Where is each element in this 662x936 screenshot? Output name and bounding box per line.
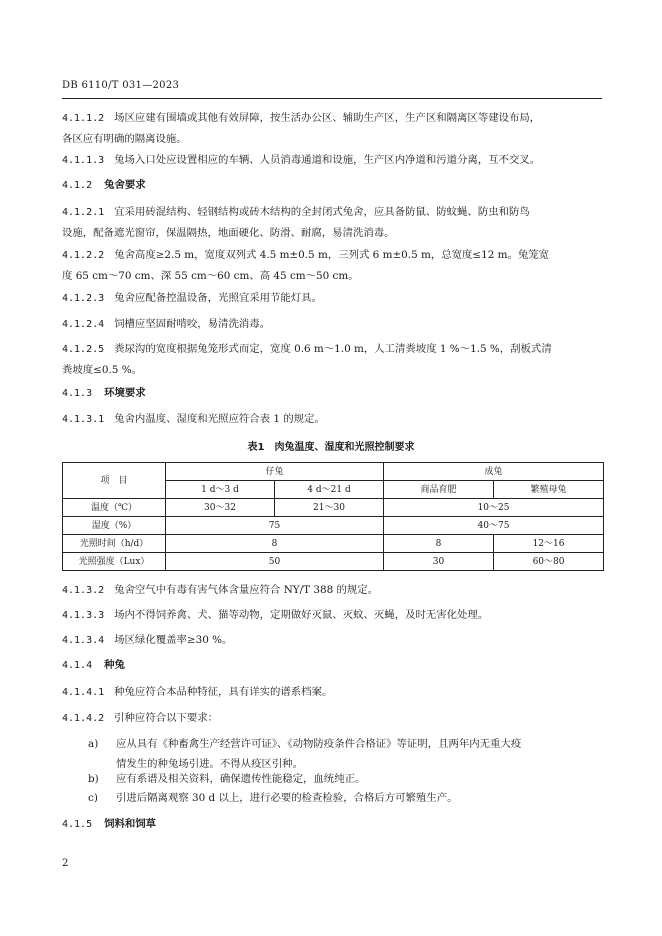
- header-rule: [62, 98, 602, 99]
- list-label: b): [88, 773, 99, 785]
- row-label: 光照强度（Lux）: [63, 553, 166, 571]
- list-text-cont: 情发生的种兔场引进。不得从疫区引种。: [116, 758, 304, 770]
- clause-4-1-3-1: [62, 409, 602, 430]
- clause-number: 4.1.2.4: [62, 319, 105, 330]
- subheader-4-21d: 4 d～21 d: [275, 481, 384, 499]
- table-cell: 8: [166, 535, 384, 553]
- clause-4-1-4-2: [62, 708, 602, 729]
- clause-4-1-2-5: [62, 339, 602, 380]
- table-cell: 10～25: [384, 499, 604, 517]
- row-label: 温度（℃）: [63, 499, 166, 517]
- subheader-1-3d: 1 d～3 d: [166, 481, 275, 499]
- clause-number: 4.1.4.2: [62, 713, 105, 724]
- clause-text: 兔舍空气中有毒有害气体含量应符合 NY/T 388 的规定。: [114, 584, 379, 596]
- clause-text-cont: 度 65 cm～70 cm、深 55 cm～60 cm、高 45 cm～50 cm。: [62, 270, 359, 282]
- header-adult-rabbit: 成兔: [384, 463, 604, 481]
- header-item: 项 目: [63, 463, 166, 499]
- clause-text: 兔舍应配备控温设备，光照宜采用节能灯具。: [114, 292, 322, 304]
- clause-4-1-4-1: [62, 682, 602, 703]
- clause-number: 4.1.3.1: [62, 414, 105, 425]
- table-caption: 表1 肉兔温度、湿度和光照控制要求: [247, 442, 415, 453]
- heading-number: 4.1.5: [62, 819, 93, 830]
- clause-4-1-3-2: [62, 580, 602, 601]
- clause-4-1-3-4: [62, 630, 602, 651]
- clause-4-1-2-2: [62, 245, 602, 286]
- clause-text-cont: 粪坡度≤0.5 %。: [62, 364, 142, 376]
- clause-number: 4.1.2.5: [62, 344, 105, 355]
- table-cell: 30～32: [166, 499, 275, 517]
- table-cell: 50: [166, 553, 384, 571]
- clause-4-1-2-4: [62, 314, 602, 335]
- list-text: 应有系谱及相关资料，确保遗传性能稳定，血统纯正。: [116, 773, 366, 785]
- clause-text: 场区绿化覆盖率≥30 %。: [114, 634, 233, 646]
- heading-text: 环境要求: [104, 387, 146, 399]
- document-id: DB 6110/T 031—2023: [62, 80, 180, 91]
- table-cell: 75: [166, 517, 384, 535]
- heading-4-1-4: [62, 655, 125, 676]
- clause-text: 场区应建有围墙或其他有效屏障，按生活办公区、辅助生产区，生产区和隔离区等建设布局，: [114, 112, 541, 124]
- clause-text: 引种应符合以下要求：: [114, 712, 219, 724]
- clause-4-1-2-1: [62, 202, 602, 243]
- conditions-table: [62, 462, 604, 571]
- table-row: [63, 535, 604, 553]
- row-label: 光照时间（h/d）: [63, 535, 166, 553]
- clause-text-cont: 各区应有明确的隔离设施。: [62, 133, 187, 145]
- heading-4-1-5: [62, 814, 156, 835]
- subheader-fattening: 商品育肥: [384, 481, 494, 499]
- list-item-b: [88, 769, 602, 789]
- table-header-row: [63, 463, 604, 481]
- clause-number: 4.1.3.4: [62, 635, 105, 646]
- table-cell: 21～30: [275, 499, 384, 517]
- clause-4-1-2-3: [62, 288, 602, 309]
- list-label: c): [88, 792, 98, 804]
- clause-text: 兔舍高度≥2.5 m，宽度双列式 4.5 m±0.5 m，三列式 6 m±0.5 m，总宽度≤12 m。兔笼宽: [114, 249, 550, 261]
- clause-4-1-1-3: [62, 150, 602, 171]
- clause-4-1-1-2: [62, 108, 602, 149]
- list-text: 应从具有《种畜禽生产经营许可证》、《动物防疫条件合格证》等证明，且两年内无重大疫: [116, 738, 522, 750]
- table-row: [63, 553, 604, 571]
- clause-text: 场内不得饲养禽、犬、猫等动物，定期做好灭鼠、灭蚊、灭蝇，及时无害化处理。: [114, 609, 489, 621]
- row-label: 湿度（%）: [63, 517, 166, 535]
- list-item-c: [88, 788, 602, 808]
- clause-4-1-3-3: [62, 605, 602, 626]
- table-cell: 30: [384, 553, 494, 571]
- heading-text: 兔舍要求: [104, 179, 146, 191]
- list-label: a): [88, 738, 99, 750]
- heading-4-1-2: [62, 175, 146, 196]
- heading-text: 饲料和饲草: [104, 818, 157, 830]
- clause-number: 4.1.2.1: [62, 207, 105, 218]
- subheader-breeding-doe: 繁殖母兔: [494, 481, 604, 499]
- heading-text: 种兔: [104, 659, 125, 671]
- clause-text: 兔场入口处应设置相应的车辆、人员消毒通道和设施，生产区内净道和污道分离，互不交叉。: [114, 154, 541, 166]
- list-text: 引进后隔离观察 30 d 以上，进行必要的检查检验，合格后方可繁殖生产。: [116, 792, 458, 804]
- clause-number: 4.1.1.3: [62, 155, 105, 166]
- table-row: [63, 517, 604, 535]
- table-row: [63, 499, 604, 517]
- clause-number: 4.1.2.2: [62, 250, 105, 261]
- clause-text: 兔舍内温度、湿度和光照应符合表 1 的规定。: [114, 413, 325, 425]
- table-cell: 60～80: [494, 553, 604, 571]
- page-number: 2: [62, 858, 69, 869]
- clause-text: 饲槽应坚固耐啃咬，易清洗消毒。: [114, 318, 271, 330]
- clause-number: 4.1.3.2: [62, 585, 105, 596]
- list-item-a: [88, 734, 602, 774]
- clause-number: 4.1.1.2: [62, 113, 105, 124]
- table-cell: 40～75: [384, 517, 604, 535]
- header-young-rabbit: 仔兔: [166, 463, 384, 481]
- clause-number: 4.1.3.3: [62, 610, 105, 621]
- heading-number: 4.1.3: [62, 388, 93, 399]
- clause-text: 粪尿沟的宽度根据兔笼形式而定，宽度 0.6 m～1.0 m，人工清粪坡度 1 %～1.5 %，刮板式清: [114, 343, 552, 355]
- table-cell: 8: [384, 535, 494, 553]
- heading-4-1-3: [62, 383, 146, 404]
- clause-text: 宜采用砖混结构、轻钢结构或砖木结构的全封闭式兔舍，应具备防鼠、防蚊蝇、防虫和防鸟: [114, 206, 530, 218]
- heading-number: 4.1.4: [62, 660, 93, 671]
- clause-text: 种兔应符合本品种特征，具有详实的谱系档案。: [114, 686, 333, 698]
- clause-text-cont: 设施，配备遮光窗帘，保温隔热，地面硬化、防滑、耐腐，易清洗消毒。: [62, 227, 395, 239]
- clause-number: 4.1.2.3: [62, 293, 105, 304]
- heading-number: 4.1.2: [62, 180, 93, 191]
- table-cell: 12～16: [494, 535, 604, 553]
- clause-number: 4.1.4.1: [62, 687, 105, 698]
